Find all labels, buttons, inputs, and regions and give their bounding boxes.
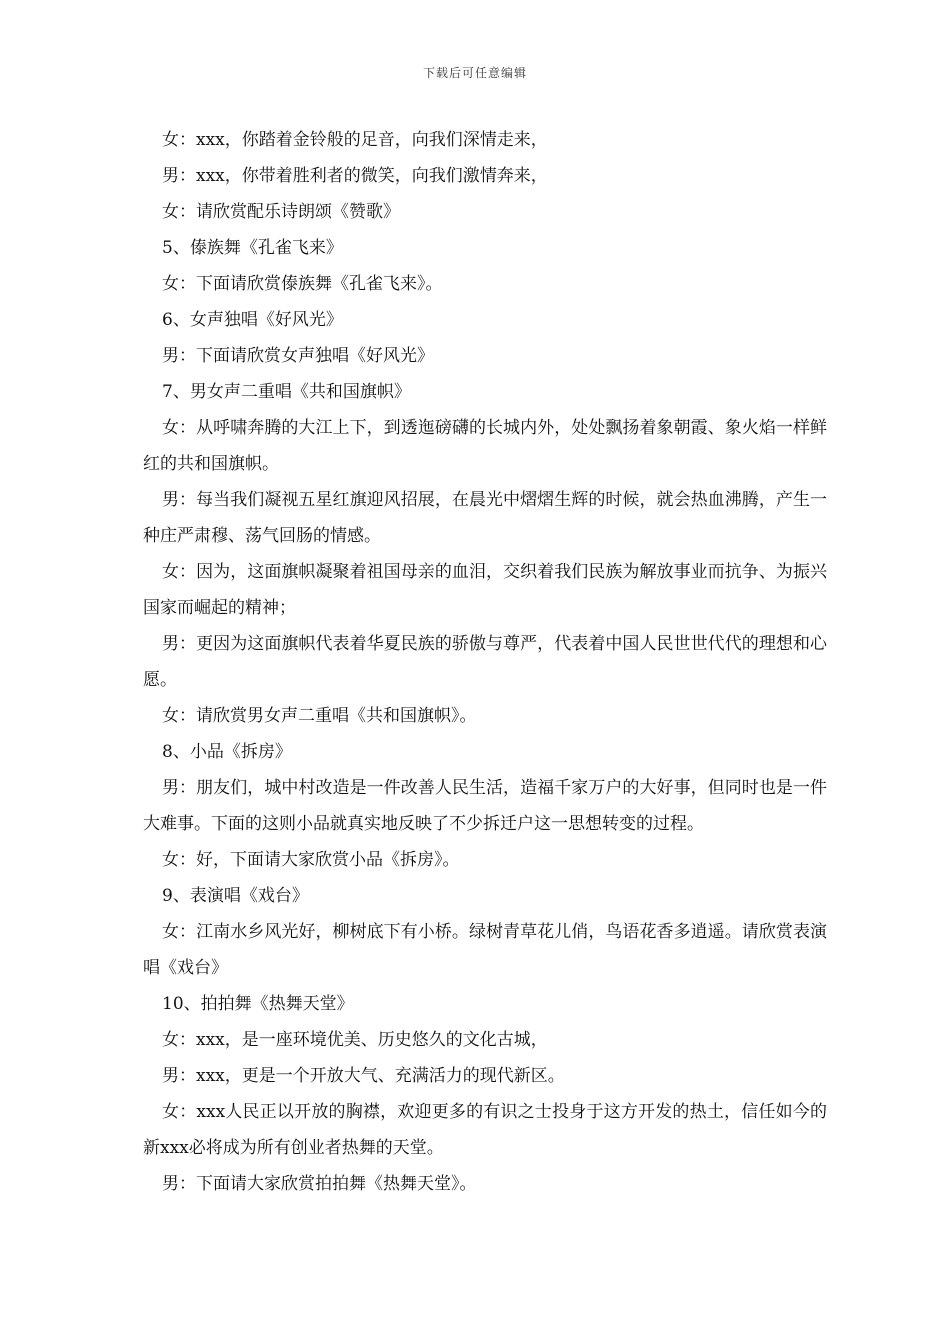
dialogue-line: 男：下面请欣赏女声独唱《好风光》 [162, 346, 434, 366]
program-item-title: 8、小品《拆房》 [162, 742, 292, 762]
dialogue-line: 男：每当我们凝视五星红旗迎风招展，在晨光中熠熠生辉的时候，就会热血沸腾，产生一种庄严肃穆、荡气回肠的情感。 [143, 490, 827, 546]
dialogue-line: 男：xxx，更是一个开放大气、充满活力的现代新区。 [162, 1066, 565, 1086]
dialogue-line: 男：朋友们，城中村改造是一件改善人民生活，造福千家万户的大好事，但同时也是一件大难事。下面的这则小品就真实地反映了不少拆迁户这一思想转变的过程。 [143, 778, 827, 834]
dialogue-line: 女：好，下面请大家欣赏小品《拆房》。 [162, 850, 460, 870]
program-item-title: 10、拍拍舞《热舞天堂》 [162, 994, 354, 1014]
program-item-title: 5、傣族舞《孔雀飞来》 [162, 238, 343, 258]
dialogue-line: 女：请欣赏男女声二重唱《共和国旗帜》。 [162, 706, 477, 726]
dialogue-line: 男：xxx，你带着胜利者的微笑，向我们激情奔来， [162, 166, 548, 186]
dialogue-line: 男：下面请大家欣赏拍拍舞《热舞天堂》。 [162, 1174, 477, 1194]
dialogue-line: 女：因为，这面旗帜凝聚着祖国母亲的血泪，交织着我们民族为解放事业而抗争、为振兴国家而崛起的精神； [143, 562, 827, 618]
program-item-title: 7、男女声二重唱《共和国旗帜》 [162, 382, 411, 402]
dialogue-line: 女：xxx，你踏着金铃般的足音，向我们深情走来， [162, 130, 548, 150]
dialogue-line: 女：xxx，是一座环境优美、历史悠久的文化古城， [162, 1030, 548, 1050]
dialogue-line: 女：请欣赏配乐诗朗颂《赞歌》 [162, 202, 400, 222]
program-item-title: 6、女声独唱《好风光》 [162, 310, 343, 330]
program-item-title: 9、表演唱《戏台》 [162, 886, 309, 906]
dialogue-line: 女：下面请欣赏傣族舞《孔雀飞来》。 [162, 274, 443, 294]
page-header: 下载后可任意编辑 [422, 66, 527, 80]
dialogue-line: 女：江南水乡风光好，柳树底下有小桥。绿树青草花儿俏，鸟语花香多逍遥。请欣赏表演唱《戏台》 [143, 922, 827, 978]
dialogue-line: 女：从呼啸奔腾的大江上下，到透迤磅礴的长城内外，处处飘扬着象朝霞、象火焰一样鲜红的共和国旗帜。 [143, 418, 827, 474]
dialogue-line: 男：更因为这面旗帜代表着华夏民族的骄傲与尊严，代表着中国人民世世代代的理想和心愿。 [143, 634, 827, 690]
document-body [143, 122, 827, 1202]
dialogue-line: 女：xxx人民正以开放的胸襟，欢迎更多的有识之士投身于这方开发的热土，信任如今的新xxx必将成为所有创业者热舞的天堂。 [143, 1102, 827, 1158]
